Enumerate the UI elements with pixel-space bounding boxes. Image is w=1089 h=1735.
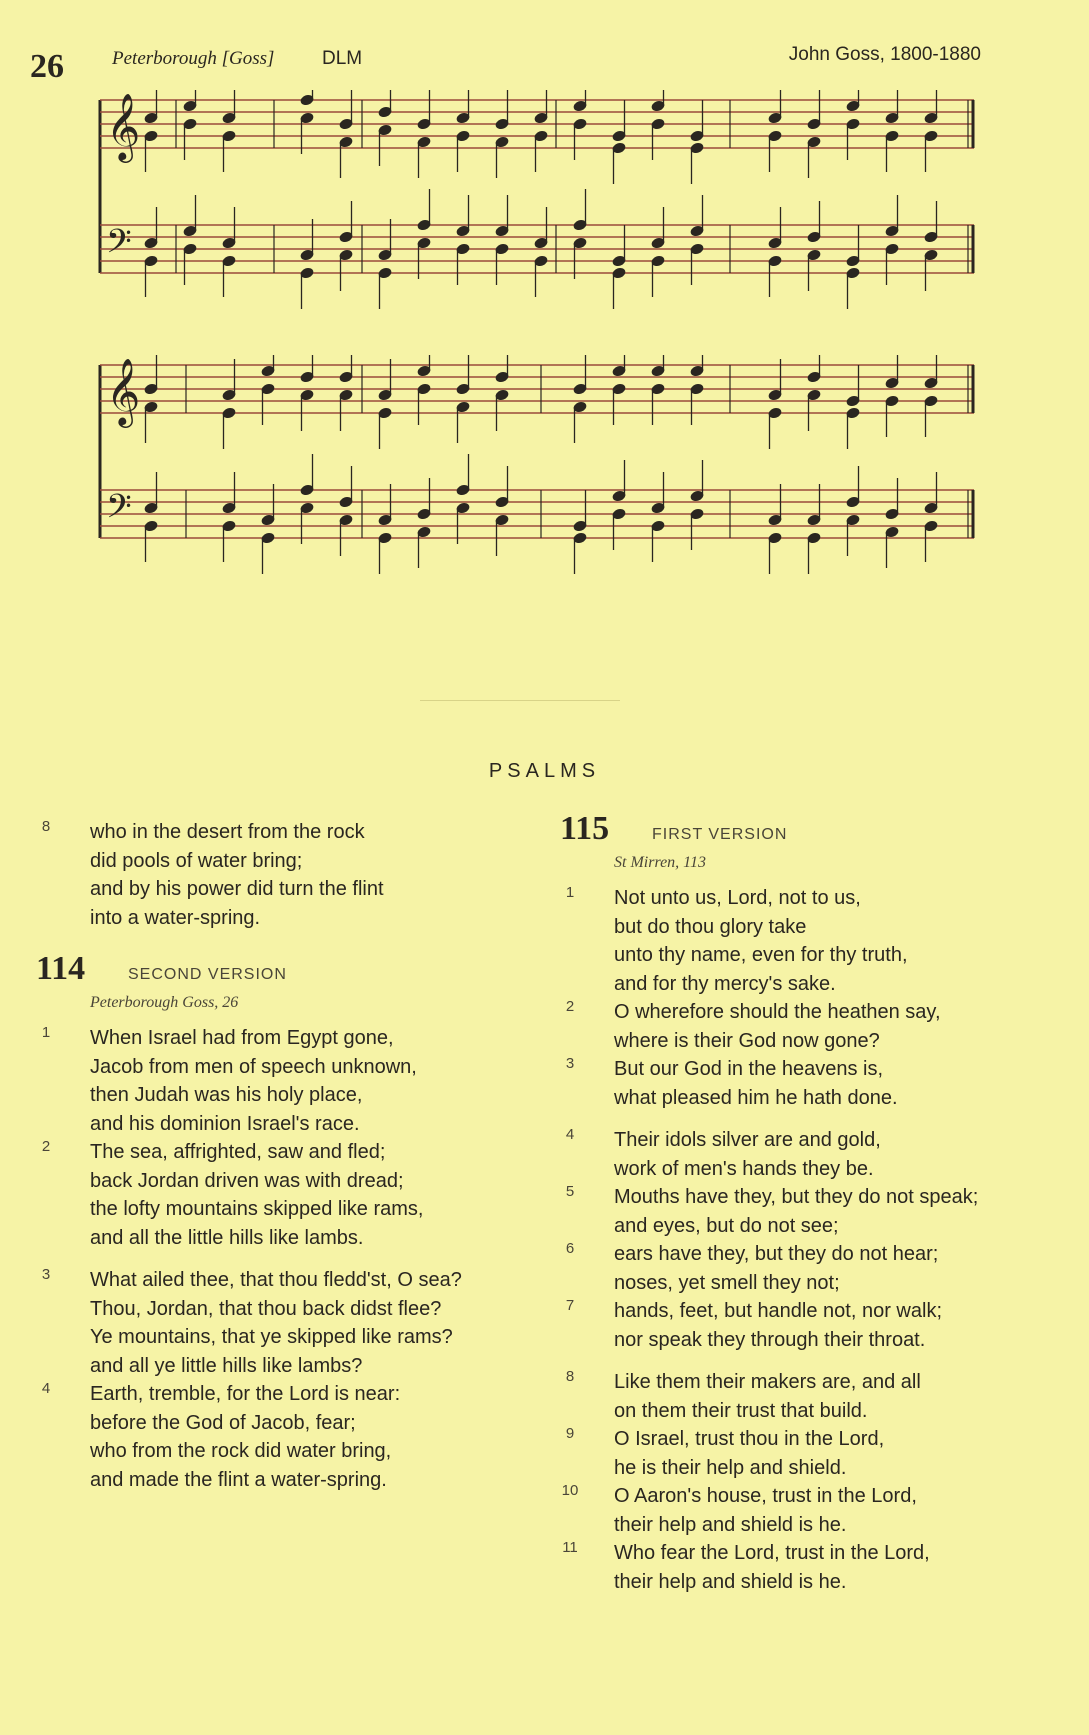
verse-number: 5: [565, 1183, 575, 1200]
verse-line: into a water-spring.: [90, 906, 261, 929]
verse-number: 7: [565, 1297, 575, 1314]
verse-line: the lofty mountains skipped like rams,: [90, 1198, 424, 1220]
verse: [36, 1138, 536, 1252]
svg-text:𝄞: 𝄞: [106, 92, 141, 160]
verse-line: Mouths have they, but they do not speak;: [614, 1186, 979, 1208]
verse-number: 8: [41, 818, 51, 835]
verse-number: 1: [565, 884, 575, 901]
verse-line: O wherefore should the heathen say,: [614, 1001, 941, 1023]
verse-number: 8: [565, 1368, 575, 1385]
verse: [560, 1126, 1080, 1183]
continuation-verse: [36, 818, 536, 932]
verse-line: and his dominion Israel's race.: [90, 1112, 360, 1135]
verse-line: Not unto us, Lord, not to us,: [614, 887, 861, 909]
verse-line: what pleased him he hath done.: [614, 1086, 898, 1109]
verse-line: their help and shield is he.: [614, 1570, 847, 1593]
section-header: PSALMS: [488, 760, 601, 782]
verse-number: 2: [41, 1138, 51, 1155]
verse-line: The sea, affrighted, saw and fled;: [90, 1141, 386, 1163]
tune-number: 26: [30, 48, 64, 85]
verse-line: and for thy mercy's sake.: [614, 972, 836, 995]
verse-line: who in the desert from the rock: [90, 821, 365, 843]
verse-line: Earth, tremble, for the Lord is near:: [90, 1383, 401, 1405]
verse-line: their help and shield is he.: [614, 1513, 847, 1536]
psalm-tune-ref: Peterborough Goss, 26: [90, 994, 239, 1011]
verse-number: 9: [565, 1425, 575, 1442]
verse-line: unto thy name, even for thy truth,: [614, 944, 908, 966]
tune-composer: John Goss, 1800-1880: [788, 44, 981, 65]
verse-line: who from the rock did water bring,: [90, 1440, 392, 1462]
verse-number: 1: [41, 1024, 51, 1041]
svg-text:𝄢: 𝄢: [106, 488, 132, 534]
verse-line: nor speak they through their throat.: [614, 1328, 926, 1351]
verse-line: Like them their makers are, and all: [614, 1371, 921, 1393]
left-column: [36, 818, 536, 1494]
verse-line: Ye mountains, that ye skipped like rams?: [90, 1326, 453, 1348]
verse: [560, 1482, 1080, 1539]
verse: [560, 1539, 1080, 1596]
verse-line: work of men's hands they be.: [614, 1157, 874, 1180]
verse-number: 6: [565, 1240, 575, 1257]
verse-line: O Aaron's house, trust in the Lord,: [614, 1485, 917, 1507]
verse-line: and made the flint a water-spring.: [90, 1468, 387, 1491]
verse-line: Jacob from men of speech unknown,: [90, 1055, 417, 1078]
verse-line: O Israel, trust thou in the Lord,: [614, 1428, 885, 1450]
verse-line: then Judah was his holy place,: [90, 1084, 363, 1106]
verse-number: 3: [565, 1055, 575, 1072]
verse-line: and eyes, but do not see;: [614, 1214, 839, 1237]
verse-line: What ailed thee, that thou fledd'st, O sea?: [90, 1269, 462, 1291]
svg-text:𝄞: 𝄞: [106, 357, 141, 425]
psalm-number: 114: [36, 950, 86, 987]
psalm-heading: [560, 810, 1080, 848]
verse-number: 3: [41, 1266, 51, 1283]
verse-line: But our God in the heavens is,: [614, 1058, 884, 1080]
verse: [560, 1055, 1080, 1112]
verse-line: Who fear the Lord, trust in the Lord,: [614, 1542, 930, 1564]
psalm-version: SECOND VERSION: [128, 966, 287, 983]
verse-number: 4: [41, 1380, 51, 1397]
tune-title: Peterborough [Goss]: [112, 48, 275, 69]
verse-line: where is their God now gone?: [614, 1029, 880, 1052]
svg-text:𝄢: 𝄢: [106, 223, 132, 269]
verse: [560, 1425, 1080, 1482]
verse-line: did pools of water bring;: [90, 849, 303, 872]
verse: [36, 1266, 536, 1380]
verse-line: but do thou glory take: [614, 915, 807, 938]
verse-line: before the God of Jacob, fear;: [90, 1411, 356, 1434]
verse: [560, 1240, 1080, 1297]
psalm-number: 115: [560, 810, 610, 847]
psalm-tune-ref: St Mirren, 113: [614, 854, 706, 871]
verse-line: noses, yet smell they not;: [614, 1271, 840, 1294]
verse-line: and all ye little hills like lambs?: [90, 1354, 363, 1377]
divider: [420, 700, 620, 701]
verse-line: and all the little hills like lambs.: [90, 1226, 364, 1249]
verse-line: on them their trust that build.: [614, 1399, 868, 1422]
verse-line: When Israel had from Egypt gone,: [90, 1027, 394, 1049]
verse-line: Thou, Jordan, that thou back didst flee?: [90, 1297, 442, 1320]
verse: [36, 1380, 536, 1494]
verse-line: he is their help and shield.: [614, 1456, 847, 1479]
verse: [560, 1297, 1080, 1354]
verse-line: hands, feet, but handle not, nor walk;: [614, 1300, 942, 1322]
verse-number: 11: [562, 1539, 578, 1556]
verse: [560, 1183, 1080, 1240]
verse: [36, 1024, 536, 1138]
verse: [560, 1368, 1080, 1425]
verse-line: Their idols silver are and gold,: [614, 1129, 881, 1151]
staff-svg: [96, 355, 978, 595]
music-system-2: [96, 355, 978, 595]
tune-meter: DLM: [322, 48, 363, 69]
staff-svg: [96, 90, 978, 330]
music-system-1: [96, 90, 978, 330]
verse: [560, 884, 1080, 998]
verse: [560, 998, 1080, 1055]
verse-line: ears have they, but they do not hear;: [614, 1243, 939, 1265]
verse-line: back Jordan driven was with dread;: [90, 1169, 404, 1192]
verse-line: and by his power did turn the flint: [90, 878, 384, 900]
verse-number: 4: [565, 1126, 575, 1143]
psalm-version: FIRST VERSION: [652, 826, 788, 843]
verse-number: 2: [565, 998, 575, 1015]
right-column: [560, 810, 1080, 1596]
verse-number: 10: [561, 1482, 579, 1499]
psalm-heading: [36, 950, 536, 988]
